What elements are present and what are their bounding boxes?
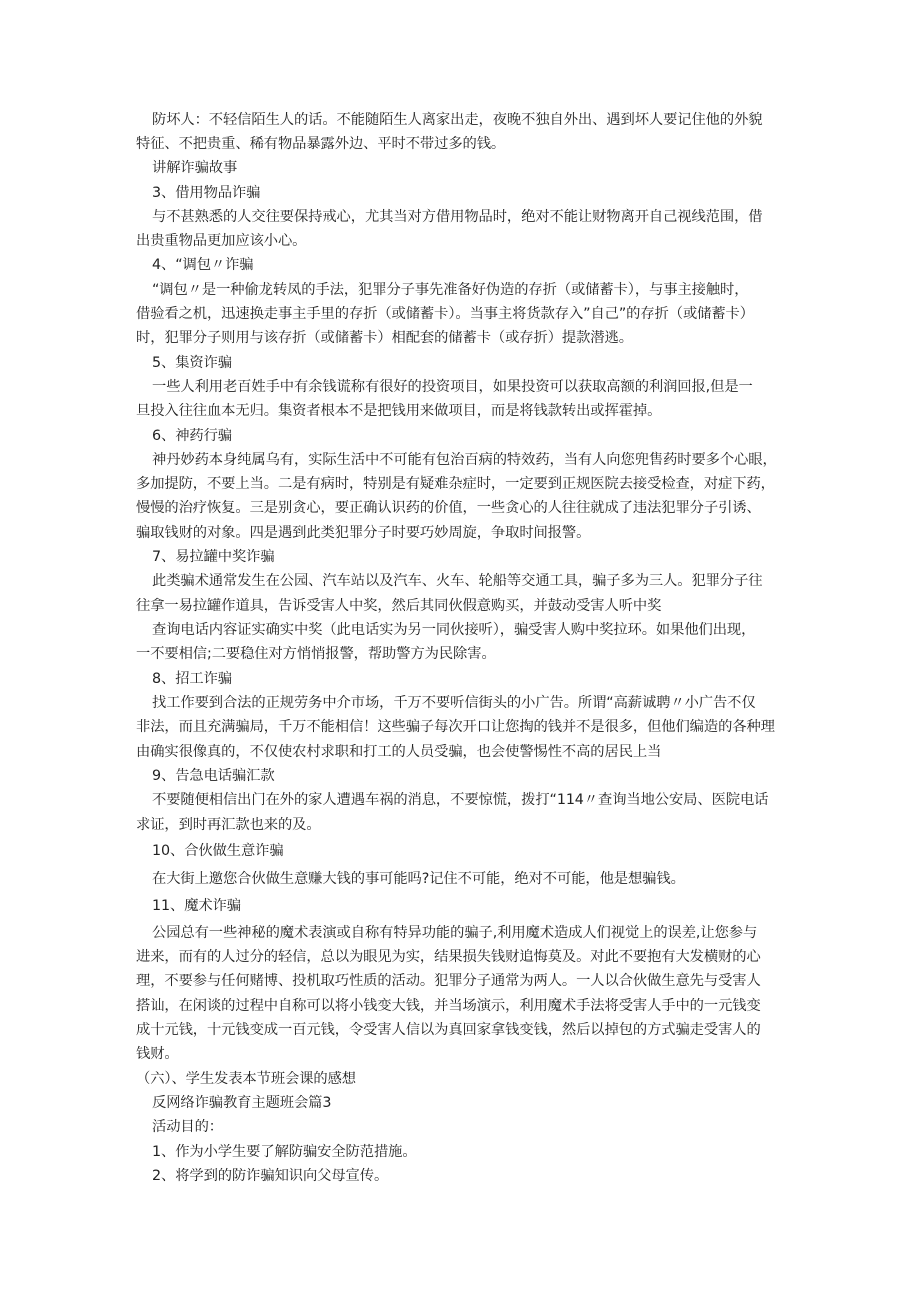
text-line: 不要随便相信出门在外的家人遭遇车祸的消息，不要惊慌，拨打“114〃查询当地公安局、医院电话 [152,792,769,808]
text-line: 8、招工诈骗 [152,671,232,687]
text-line: 多加提防，不要上当。二是有病时，特别是有疑难杂症时，一定要到正规医院去接受检查，对症下药， [136,476,775,492]
text-line: 2、将学到的防诈骗知识向父母宣传。 [152,1168,389,1184]
text-line: 查询电话内容证实确实中奖（此电话实为另一同伙接听），骗受害人购中奖拉环。如果他们出现， [152,622,756,638]
text-line: 时，犯罪分子则用与该存折（或储蓄卡）相配套的储蓄卡（或存折）提款潜逃。 [136,330,633,346]
text-line: 一些人利用老百姓手中有余钱谎称有很好的投资项目，如果投资可以获取高额的利润回报,但是一 [152,379,753,395]
text-line: 成十元钱，十元钱变成一百元钱，令受害人信以为真回家拿钱变钱，然后以掉包的方式骗走受害人的 [136,1022,761,1038]
text-line: （六）、学生发表本节班会课的感想 [136,1071,356,1087]
text-line: 公园总有一些神秘的魔术表演或自称有特异功能的骗子,利用魔术造成人们视觉上的误差,让您参与 [152,925,758,941]
text-line: 搭讪，在闲谈的过程中自称可以将小钱变大钱，并当场演示，利用魔术手法将受害人手中的一元钱变 [136,998,761,1014]
text-line: 进来，而有的人过分的轻信，总以为眼见为实，结果损失钱财追悔莫及。对此不要抱有大发横财的心 [136,949,761,965]
text-line: 慢慢的治疗恢复。三是别贪心，要正确认识药的价值，一些贪心的人往往就成了违法犯罪分子引诱、 [136,500,761,516]
text-line: 6、神药行骗 [152,428,232,444]
text-line: 3、借用物品诈骗 [152,185,261,201]
text-line: 讲解诈骗故事 [152,160,238,176]
text-line: 非法，而且充满骗局，千万不能相信！这些骗子每次开口让您掏的钱并不是很多，但他们编造的各种理 [136,719,775,735]
text-line: 由确实很像真的，不仅使农村求职和打工的人员受骗，也会使警惕性不高的居民上当 [136,744,662,760]
text-line: 旦投入往往血本无归。集资者根本不是把钱用来做项目，而是将钱款转出或挥霍掉。 [136,403,662,419]
text-line: 理，不要参与任何赌博、投机取巧性质的活动。犯罪分子通常为两人。一人以合伙做生意先与受害人 [136,973,761,989]
text-line: 7、易拉罐中奖诈骗 [152,549,275,565]
text-line: 9、告急电话骗汇款 [152,768,275,784]
text-line: 找工作要到合法的正规劳务中介市场，千万不要听信街头的小广告。所谓“高薪诚聘〃小广告不仅 [152,695,756,711]
text-line: “调包〃是一种偷龙转凤的手法，犯罪分子事先准备好伪造的存折（或储蓄卡），与事主接触时， [152,282,749,298]
text-line: 5、集资诈骗 [152,355,232,371]
text-line: 神丹妙药本身纯属乌有，实际生活中不可能有包治百病的特效药，当有人向您兜售药时要多个心眼， [152,452,777,468]
text-line: 4、“调包〃诈骗 [152,257,254,273]
text-line: 11、魔术诈骗 [152,898,241,914]
text-line: 借验看之机，迅速换走事主手里的存折（或储蓄卡）。当事主将货款存入”自己”的存折（或储蓄卡） [136,306,754,322]
text-line: 一不要相信;二要稳住对方悄悄报警，帮助警方为民除害。 [136,646,496,662]
text-line: 活动目的： [152,1119,223,1135]
text-line: 反网络诈骗教育主题班会篇3 [152,1095,332,1111]
text-line: 往拿一易拉罐作道具，告诉受害人中奖，然后其同伙假意购买，并鼓动受害人听中奖 [136,598,662,614]
text-line: 出贵重物品更加应该小心。 [136,233,307,249]
text-line: 防坏人：不轻信陌生人的话。不能随陌生人离家出走，夜晚不独自外出、遇到坏人要记住他的外貌 [152,112,763,128]
text-line: 此类骗术通常发生在公园、汽车站以及汽车、火车、轮船等交通工具，骗子多为三人。犯罪分子往 [152,573,763,589]
text-line: 1、作为小学生要了解防骗安全防范措施。 [152,1144,417,1160]
text-line: 特征、不把贵重、稀有物品暴露外边、平时不带过多的钱。 [136,136,506,152]
text-line: 求证，到时再汇款也来的及。 [136,817,321,833]
text-line: 与不甚熟悉的人交往要保持戒心，尤其当对方借用物品时，绝对不能让财物离开自己视线范围，借 [152,209,763,225]
text-line: 在大街上邀您合伙做生意赚大钱的事可能吗?记住不可能，绝对不可能，他是想骗钱。 [152,871,685,887]
text-line: 骗取钱财的对象。四是遇到此类犯罪分子时要巧妙周旋，争取时间报警。 [136,525,591,541]
text-line: 10、合伙做生意诈骗 [152,843,284,859]
text-line: 钱财。 [136,1046,179,1062]
